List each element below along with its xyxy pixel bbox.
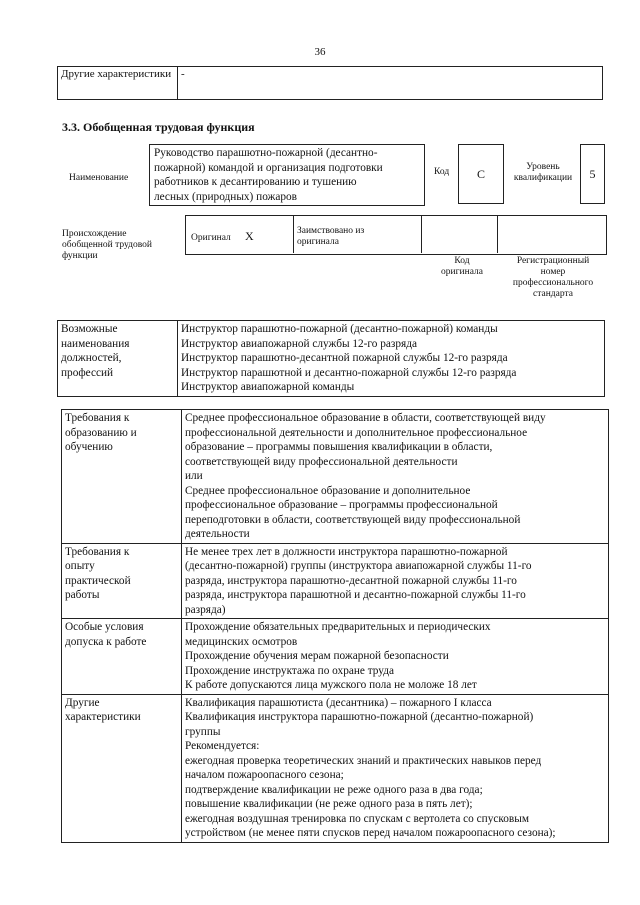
requirement-line: Среднее профессиональное образование и дополнительное [185, 484, 471, 497]
function-name-line: пожарной) командой и организация подготовки [154, 161, 383, 174]
requirement-row [62, 694, 609, 842]
positions-label-line: наименования [61, 337, 130, 350]
requirement-line: профессиональной деятельности и дополнительное профессиональное [185, 426, 528, 439]
requirement-text-cell [182, 543, 609, 619]
requirement-line: Прохождение обучения мерам пожарной безопасности [185, 650, 449, 662]
requirement-label-cell [62, 694, 182, 842]
position-item: Инструктор авиапожарной команды [181, 381, 355, 393]
requirement-line: Квалификация инструктора парашютно-пожарной (десантно-пожарной) [185, 711, 534, 723]
requirement-row [62, 410, 609, 544]
positions-label-line: профессий [61, 366, 114, 379]
requirement-line: ежегодная проверка теоретических знаний и практических навыков перед [185, 754, 542, 767]
position-item: Инструктор парашютной и десантно-пожарной службы 12-го разряда [181, 366, 517, 379]
requirement-row [62, 619, 609, 695]
requirement-line: разряда, инструктора парашютной и десантно-пожарной службы 11-го [185, 589, 526, 601]
requirement-line: началом пожароопасного сезона; [185, 769, 344, 781]
requirement-row [62, 543, 609, 619]
requirement-label-line: образованию и [65, 426, 137, 439]
requirement-label-line: допуска к работе [65, 635, 147, 648]
requirement-label-line: Особые условия [65, 621, 144, 633]
positions-label-cell [58, 321, 178, 397]
borrowed-label-line: Заимствовано из [297, 226, 365, 236]
prev-value: - [181, 68, 185, 80]
requirement-line: разряда, инструктора парашютно-десантной пожарной службы 11-го [185, 574, 517, 587]
reg-number-line: Регистрационный [516, 256, 590, 266]
requirement-label-line: Требования к [65, 545, 130, 558]
requirement-line: Среднее профессиональное образование в области, соответствующей виду [185, 412, 546, 424]
requirement-label-cell [62, 619, 182, 695]
positions-table [57, 320, 605, 397]
reg-number-line: номер [540, 267, 566, 277]
requirement-line: Рекомендуется: [185, 740, 260, 752]
requirement-label-line: Требования к [65, 412, 130, 424]
requirement-label-line: работы [65, 589, 100, 601]
function-name-line: работников к десантированию и тушению [154, 176, 357, 188]
code-original-line: оригинала [441, 267, 483, 277]
position-item: Инструктор парашютно-пожарной (десантно-пожарной) команды [181, 323, 498, 335]
original-label: Оригинал [191, 233, 231, 243]
positions-label-line: Возможные [61, 323, 118, 335]
function-name-box [149, 144, 425, 206]
requirement-label-cell [62, 410, 182, 544]
origin-label-line: обобщенной трудовой [62, 240, 152, 250]
requirement-text-cell [182, 410, 609, 544]
prev-label: Другие характеристики [61, 68, 172, 80]
requirement-label-cell [62, 543, 182, 619]
requirement-label-line: опыту [65, 560, 95, 572]
code-original-label [430, 256, 494, 278]
requirement-line: повышение квалификации (не реже одного раза в пять лет); [185, 798, 473, 810]
position-item: Инструктор авиапожарной службы 12-го разряда [181, 337, 417, 350]
requirement-line: группы [185, 725, 221, 738]
requirement-text-cell [182, 694, 609, 842]
level-value: 5 [580, 144, 605, 204]
requirement-label-line: обучению [65, 441, 113, 453]
requirement-line: медицинских осмотров [185, 635, 298, 648]
requirement-line: Прохождение обязательных предварительных и периодических [185, 621, 491, 633]
code-value: С [458, 144, 504, 204]
requirement-line: ежегодная воздушная тренировка по спускам с вертолета со спусковым [185, 812, 530, 825]
requirement-label-line: характеристики [65, 711, 141, 723]
requirement-line: Не менее трех лет в должности инструктора парашютно-пожарной [185, 545, 508, 558]
origin-label-line: Происхождение [62, 229, 127, 239]
requirement-line: деятельности [185, 528, 250, 540]
requirements-table [61, 409, 609, 843]
level-label-line: квалификации [513, 173, 573, 183]
name-label: Наименование [69, 173, 129, 183]
requirement-text-cell [182, 619, 609, 695]
requirement-line: Прохождение инструктажа по охране труда [185, 664, 395, 677]
requirement-line: К работе допускаются лица мужского пола не моложе 18 лет [185, 679, 477, 691]
requirement-line: подтверждение квалификации не реже одного раза в два года; [185, 783, 483, 796]
requirement-line: Квалификация парашютиста (десантника) – пожарного I класса [185, 696, 492, 709]
requirement-label-line: практической [65, 574, 131, 587]
code-original-line: Код [454, 256, 470, 266]
requirement-line: разряда) [185, 603, 226, 616]
code-label: Код [434, 167, 450, 177]
requirement-line: образование – программы повышения квалификации в области, [185, 441, 493, 453]
section-heading: 3.3. Обобщенная трудовая функция [62, 120, 255, 134]
level-label-line: Уровень [526, 162, 560, 172]
requirement-line: соответствующей виду профессиональной деятельности [185, 455, 458, 468]
prev-label-cell [58, 67, 178, 100]
requirement-label-line: Другие [65, 696, 100, 709]
requirement-line: или [185, 470, 203, 482]
origin-label-line: функции [62, 251, 98, 261]
prev-value-cell [178, 67, 603, 100]
requirement-line: устройством (не менее пяти спусков перед началом пожароопасного сезона); [185, 827, 556, 839]
reg-number-line: профессионального [512, 278, 594, 288]
reg-number-label [503, 256, 603, 300]
requirement-line: (десантно-пожарной) группы (инструктора авиапожарной службы 11-го [185, 560, 532, 572]
positions-label-line: должностей, [61, 352, 122, 364]
positions-list-cell [178, 321, 605, 397]
original-mark: Х [245, 229, 254, 243]
function-name-line: лесных (природных) пожаров [154, 190, 298, 203]
function-name-line: Руководство парашютно-пожарной (десантно- [154, 147, 378, 159]
requirement-line: переподготовки в области, соответствующей виду профессиональной [185, 513, 521, 526]
reg-number-line: стандарта [533, 289, 573, 299]
requirement-line: профессиональное образование – программы профессиональной [185, 499, 498, 511]
position-item: Инструктор парашютно-десантной пожарной службы 12-го разряда [181, 352, 508, 364]
prev-other-characteristics-table [57, 66, 603, 100]
origin-label [62, 229, 152, 262]
level-label [506, 162, 580, 184]
borrowed-label-line: оригинала [297, 237, 339, 247]
page-number: 36 [314, 46, 326, 58]
borrowed-label [297, 226, 364, 248]
